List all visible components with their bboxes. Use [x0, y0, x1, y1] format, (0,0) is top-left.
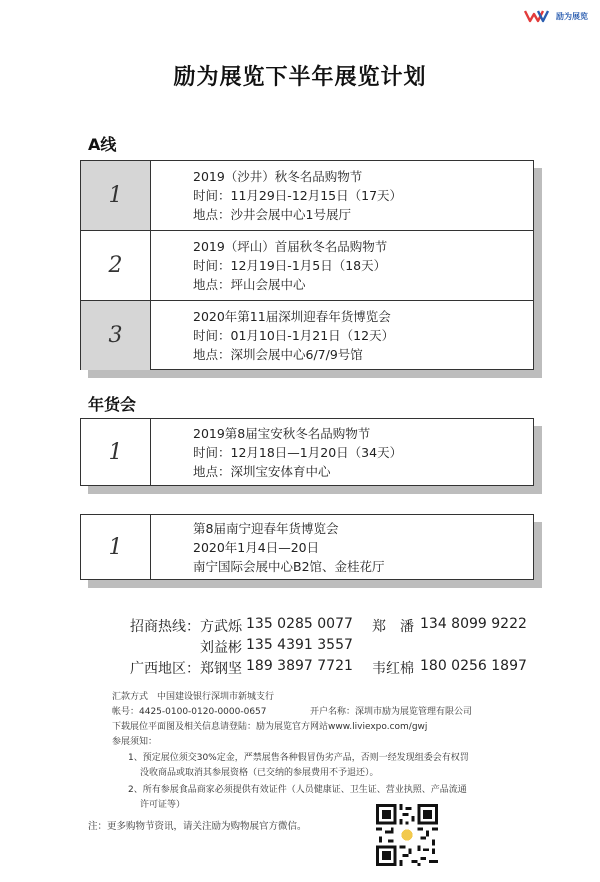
account-name: 开户名称：深圳市励为展览管理有限公司: [310, 707, 473, 717]
contact-phone: 135 4391 3557: [246, 637, 353, 653]
table-row: [81, 231, 533, 301]
download-info: 下载展位平面图及相关信息请登陆：励为展览官方网站www.liviexpo.com/gwj: [112, 722, 428, 732]
contact-phone: 134 8099 9222: [420, 616, 527, 632]
brand-logo: [524, 9, 588, 23]
event-name: 第8届南宁迎春年货博览会: [193, 520, 339, 536]
event-info: [151, 419, 533, 485]
table-row: [81, 161, 533, 231]
notice-item: 1、预定展位须交30%定金，严禁展售各种假冒伪劣产品，否则一经发现组委会有权罚: [128, 753, 469, 763]
row-number: 2: [81, 231, 151, 300]
schedule-table-newyear: [80, 418, 534, 486]
table-row: [81, 515, 533, 579]
contact-name: 韦红棉: [372, 661, 414, 677]
event-info: [151, 301, 533, 370]
row-number: 1: [81, 419, 151, 485]
contact-name: 方武烁: [200, 619, 242, 635]
section-title-a: A线: [88, 135, 117, 154]
event-place: 地点：深圳宝安体育中心: [193, 463, 331, 479]
event-info: [151, 231, 533, 300]
event-place: 地点：坪山会展中心: [193, 277, 306, 292]
event-name: 2020年第11届深圳迎春年货博览会: [193, 309, 391, 324]
event-time: 时间：01月10日-1月21日（12天）: [193, 328, 395, 343]
table-frame: [80, 418, 534, 486]
notice-item-cont: 许可证等）: [140, 800, 186, 810]
row-number: 1: [81, 161, 151, 230]
footer-note: 注：更多购物节资讯，请关注励为购物展官方微信。: [88, 821, 307, 832]
schedule-table-nanning: [80, 514, 534, 580]
remit-info: 汇款方式 中国建设银行深圳市新城支行: [112, 692, 275, 702]
section-title-newyear: 年货会: [88, 395, 137, 414]
event-info: [151, 161, 533, 230]
row-number: 3: [81, 301, 151, 370]
notice-title: 参展须知：: [112, 737, 158, 747]
guangxi-label: 广西地区：: [130, 661, 200, 677]
row-number: 1: [81, 515, 151, 579]
event-name: 2019（沙井）秋冬名品购物节: [193, 169, 363, 184]
logo-text: 励为展览: [556, 11, 588, 21]
event-time: 时间：12月19日-1月5日（18天）: [193, 258, 387, 273]
notice-item-cont: 没收商品或取消其参展资格（已交纳的参展费用不予退还）。: [140, 768, 379, 778]
contact-name: 郑钢坚: [200, 661, 242, 677]
page-title: 励为展览下半年展览计划: [173, 65, 427, 90]
table-frame: [80, 160, 534, 370]
contact-phone: 180 0256 1897: [420, 658, 527, 674]
table-row: [81, 419, 533, 485]
table-frame: [80, 514, 534, 580]
event-info: [151, 515, 533, 579]
event-name: 2019（坪山）首届秋冬名品购物节: [193, 239, 388, 254]
event-time: 2020年1月4日—20日: [193, 539, 320, 555]
event-place: 地点：深圳会展中心6/7/9号馆: [193, 347, 363, 362]
hotline-label: 招商热线：: [130, 619, 200, 635]
w-logo-icon: [524, 9, 552, 23]
event-time: 时间：12月18日—1月20日（34天）: [193, 444, 403, 460]
event-name: 2019第8届宝安秋冬名品购物节: [193, 425, 371, 441]
event-time: 时间：11月29日-12月15日（17天）: [193, 188, 403, 203]
contact-name: 郑 潘: [372, 619, 414, 635]
notice-item: 2、所有参展食品商家必须提供有效证件（人员健康证、卫生证、营业执照、产品流通: [128, 785, 467, 795]
account-number: 帐号：4425-0100-0120-0000-0657: [112, 707, 267, 717]
event-place: 地点：沙井会展中心1号展厅: [193, 207, 351, 222]
table-row: [81, 301, 533, 370]
contact-phone: 135 0285 0077: [246, 616, 353, 632]
qr-code-icon: [376, 804, 438, 866]
contact-phone: 189 3897 7721: [246, 658, 353, 674]
contact-name: 刘益彬: [200, 640, 242, 656]
event-place: 南宁国际会展中心B2馆、金桂花厅: [193, 558, 385, 574]
schedule-table-a: [80, 160, 534, 370]
